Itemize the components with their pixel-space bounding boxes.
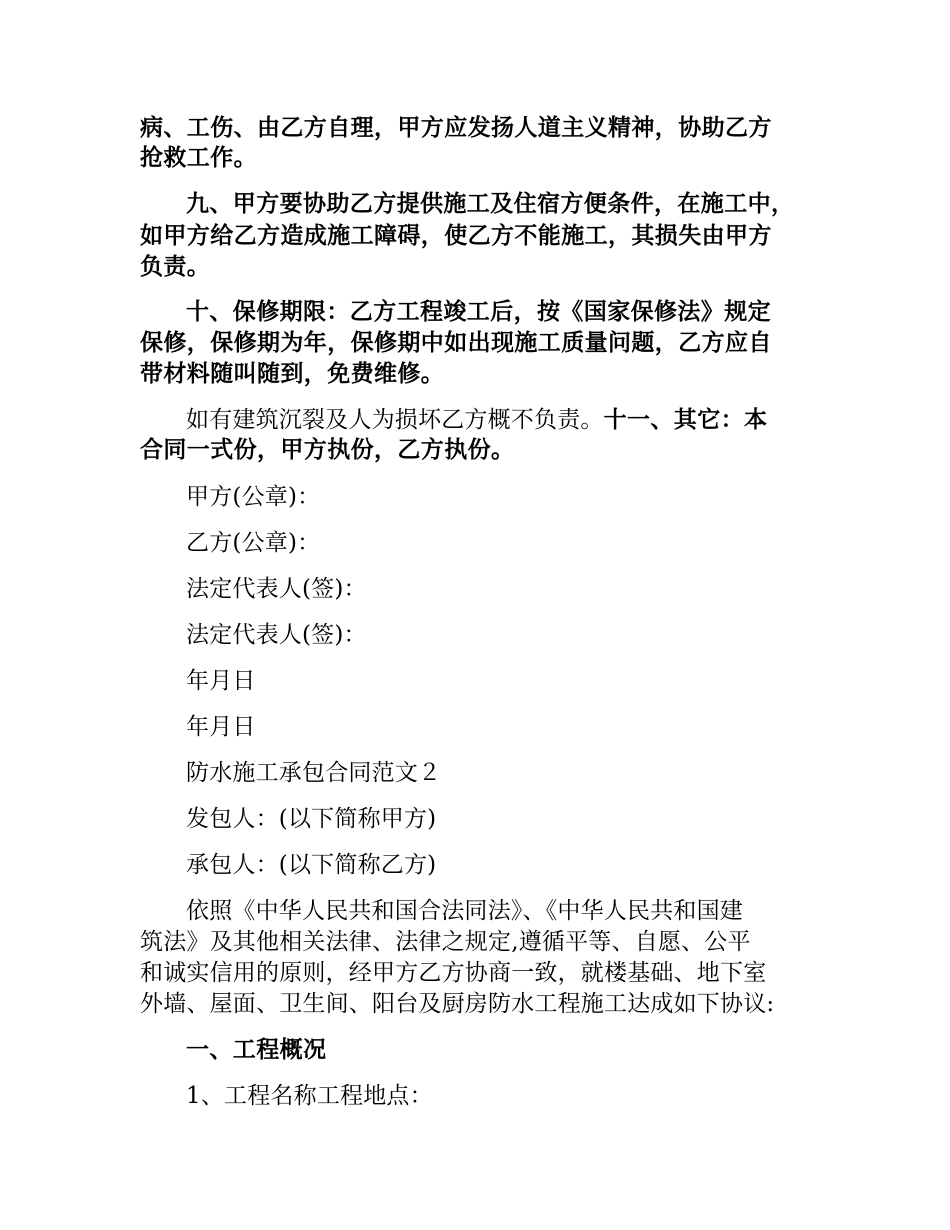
legal-rep-b-signature-line: 法定代表人(签)： [186,622,367,648]
clause-11-line-1 [186,405,767,435]
item-1-project-name: 1、工程名称工程地点： [186,1083,433,1109]
paragraph-8-continued-line-2: 抢救工作。 [140,145,257,171]
clause-10-line-2: 保修，保修期为年，保修期中如出现施工质量问题，乙方应自 [140,330,772,356]
clause-10-line-1: 十、保修期限：乙方工程竣工后，按《国家保修法》规定 [186,299,771,325]
party-a-seal-line: 甲方(公章)： [186,484,321,510]
disclaimer-text: 如有建筑沉裂及人为损坏乙方概不负责。 [186,407,604,433]
clause-9-line-1: 九、甲方要协助乙方提供施工及住宿方便条件，在施工中， [186,191,795,217]
clause-11-heading: 十一、其它：本 [603,407,768,433]
party-b-seal-line: 乙方(公章)： [186,530,321,556]
clause-11-line-2: 合同一式份，甲方执份，乙方执份。 [140,437,515,463]
contractor-line: 承包人：(以下简称乙方) [186,852,437,878]
clause-9-line-2: 如甲方给乙方造成施工障碍，使乙方不能施工，其损失由甲方 [140,223,772,249]
intro-line-1: 依照《中华人民共和国合法同法》、《中华人民共和国建 [186,898,743,924]
paragraph-8-continued-line-1: 病、工伤、由乙方自理，甲方应发扬人道主义精神，协助乙方 [140,115,772,141]
date-line-b: 年月日 [186,714,256,740]
clause-10-line-3: 带材料随叫随到，免费维修。 [140,361,445,387]
intro-line-3: 和诚实信用的原则，经甲方乙方协商一致，就楼基础、地下室 [140,960,767,986]
date-line-a: 年月日 [186,668,256,694]
section-1-heading: 一、工程概况 [186,1037,327,1063]
legal-rep-a-signature-line: 法定代表人(签)： [186,576,367,602]
intro-line-4: 外墙、屋面、卫生间、阳台及厨房防水工程施工达成如下协议: [140,991,775,1017]
clause-9-line-3: 负责。 [140,254,211,280]
issuer-line: 发包人：(以下简称甲方) [186,806,437,832]
contract-2-title: 防水施工承包合同范文２ [186,760,442,786]
intro-line-2: 筑法》及其他相关法律、法律之规定,遵循平等、自愿、公平 [140,929,751,955]
